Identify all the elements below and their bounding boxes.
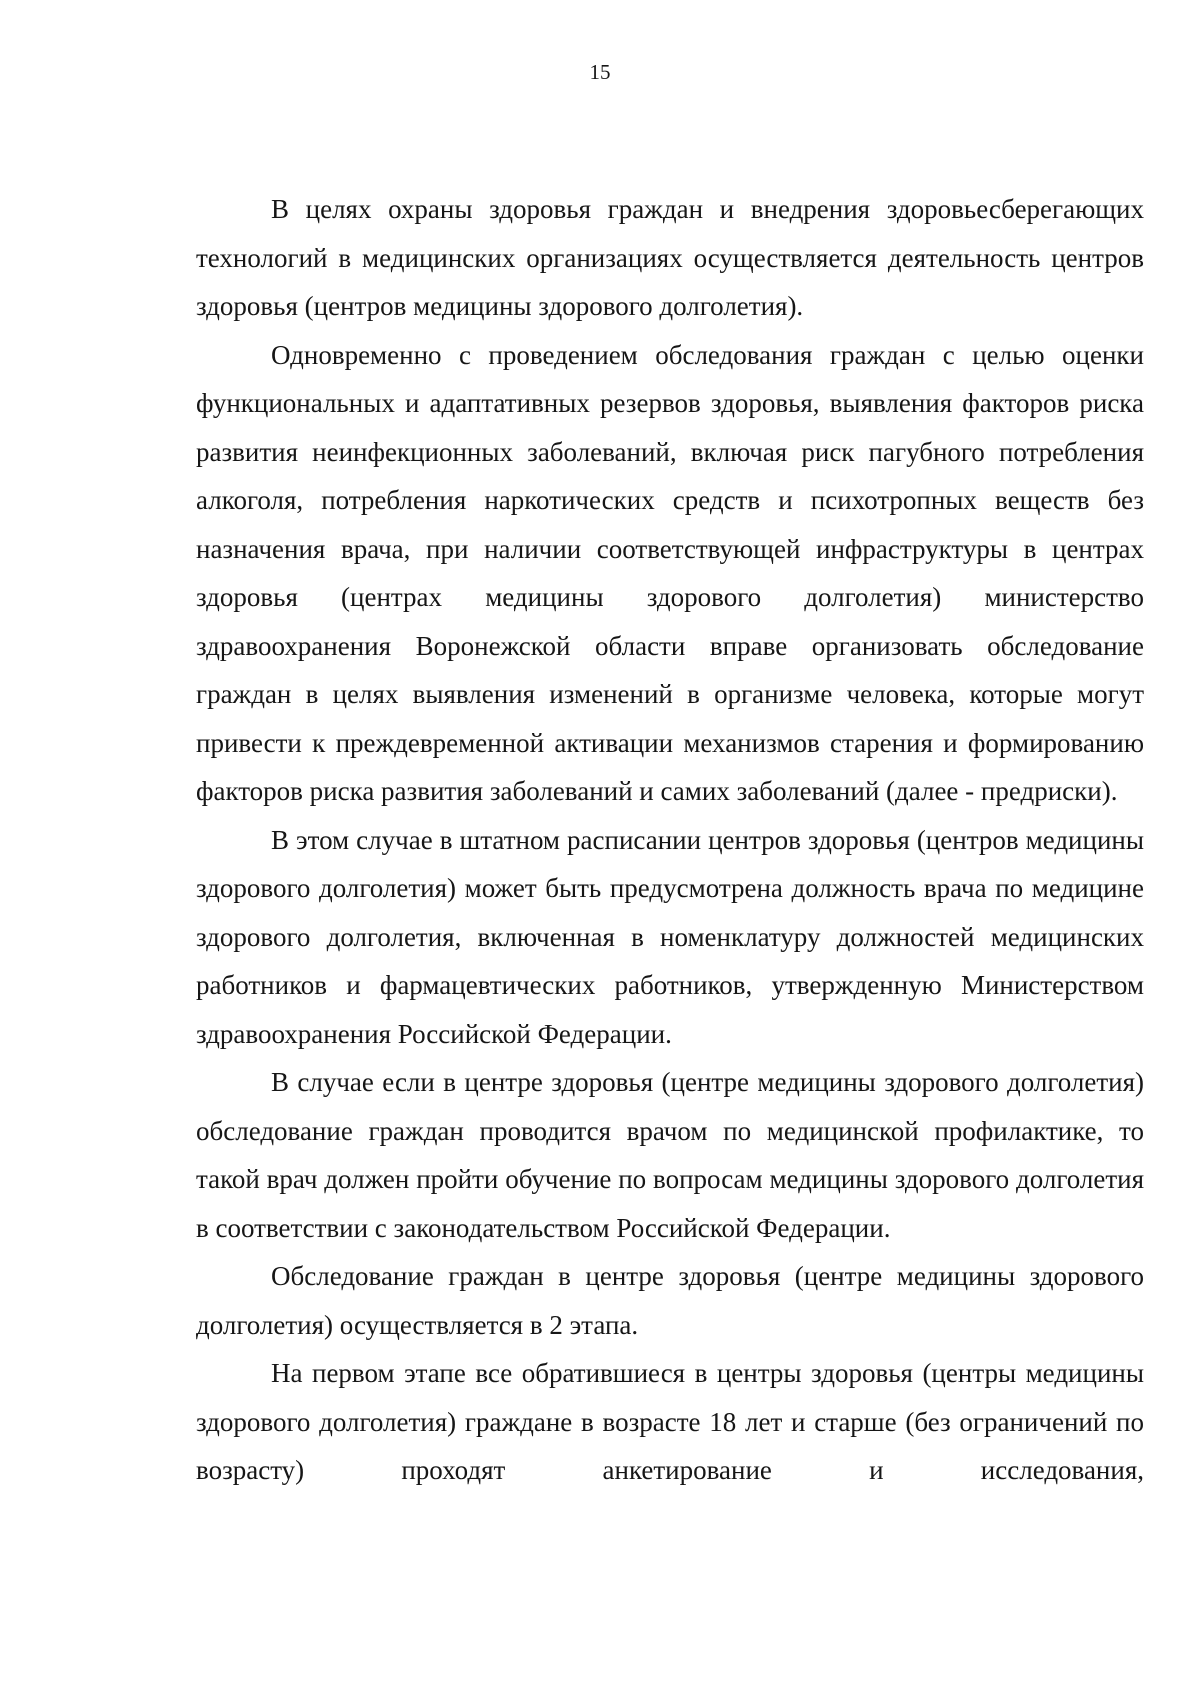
paragraph-examination-prerisks: Одновременно с проведением обследования граждан с целью оценки функциональных и адаптативных резервов здоровья, выявления факторов риска развития неинфекционных заболеваний, включая риск пагубного потребления алкоголя, потребления наркотических средств и психотропных веществ без назначения врача, при наличии соответствующей инфраструктуры в центрах здоровья (центрах медицины здорового долголетия) министерство здравоохранения Воронежской области вправе организовать обследование граждан в целях выявления изменений в организме человека, которые могут привести к преждевременной активации механизмов старения и формированию факторов риска развития заболеваний и самих заболеваний (далее - предриски).	[196, 339, 1144, 806]
paragraph-physician-training: В случае если в центре здоровья (центре медицины здорового долголетия) обследование граждан проводится врачом по медицинской профилактике, то такой врач должен пройти обучение по вопросам медицины здорового долголетия в соответствии с законодательством Российской Федерации.	[196, 1067, 1144, 1243]
page-number: 15	[589, 60, 611, 84]
paragraph-first-stage: На первом этапе все обратившиеся в центры здоровья (центры медицины здорового долголетия) граждане в возрасте 18 лет и старше (без ограничений по возрасту) проходят анкетирование и исследования,	[196, 1358, 1144, 1485]
document-body	[196, 185, 1144, 1495]
paragraph-two-stages: Обследование граждан в центре здоровья (центре медицины здорового долголетия) осуществляется в 2 этапа.	[196, 1261, 1144, 1340]
paragraph-staffing-position: В этом случае в штатном расписании центров здоровья (центров медицины здорового долголетия) может быть предусмотрена должность врача по медицине здорового долголетия, включенная в номенклатуру должностей медицинских работников и фармацевтических работников, утвержденную Министерством здравоохранения Российской Федерации.	[196, 824, 1144, 1049]
paragraph-health-centers: В целях охраны здоровья граждан и внедрения здоровьесберегающих технологий в медицинских организациях осуществляется деятельность центров здоровья (центров медицины здорового долголетия).	[196, 194, 1144, 321]
